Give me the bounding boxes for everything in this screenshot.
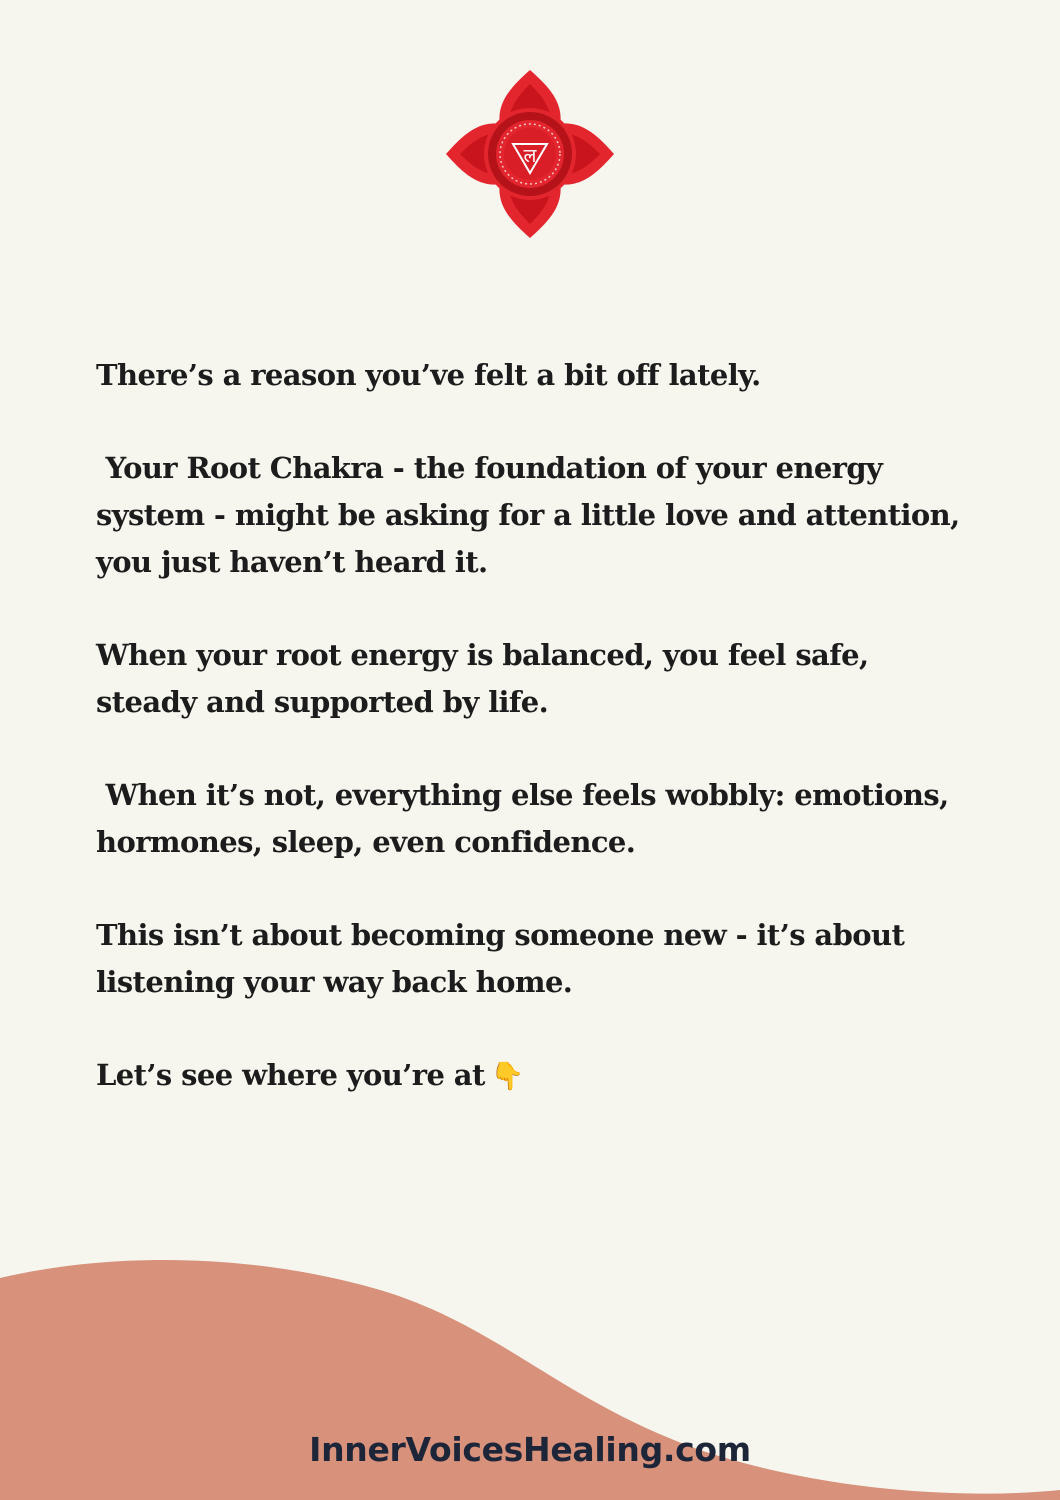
closing-line [96,1052,966,1100]
footer-website: InnerVoicesHealing.com [309,1430,751,1469]
root-chakra-lotus-icon [444,68,616,240]
paragraph-3: When your root energy is balanced, you feel safe, steady and supported by life. [96,638,878,719]
paragraph-4: When it’s not, everything else feels wobbly: emotions, hormones, sleep, even confidence. [96,778,959,859]
intro-text [96,352,970,1146]
paragraph-5: This isn’t about becoming someone new - it’s about listening your way back home. [96,918,914,999]
pointing-down-icon: 👇 [490,1061,524,1092]
paragraph-2: Your Root Chakra - the foundation of your energy system - might be asking for a little love and attention, you just haven’t heard it. [96,451,970,579]
closing-text: Let’s see where you’re at [96,1058,485,1092]
paragraph-1: There’s a reason you’ve felt a bit off lately. [96,358,761,392]
chakra-glyph: ल [523,145,537,167]
